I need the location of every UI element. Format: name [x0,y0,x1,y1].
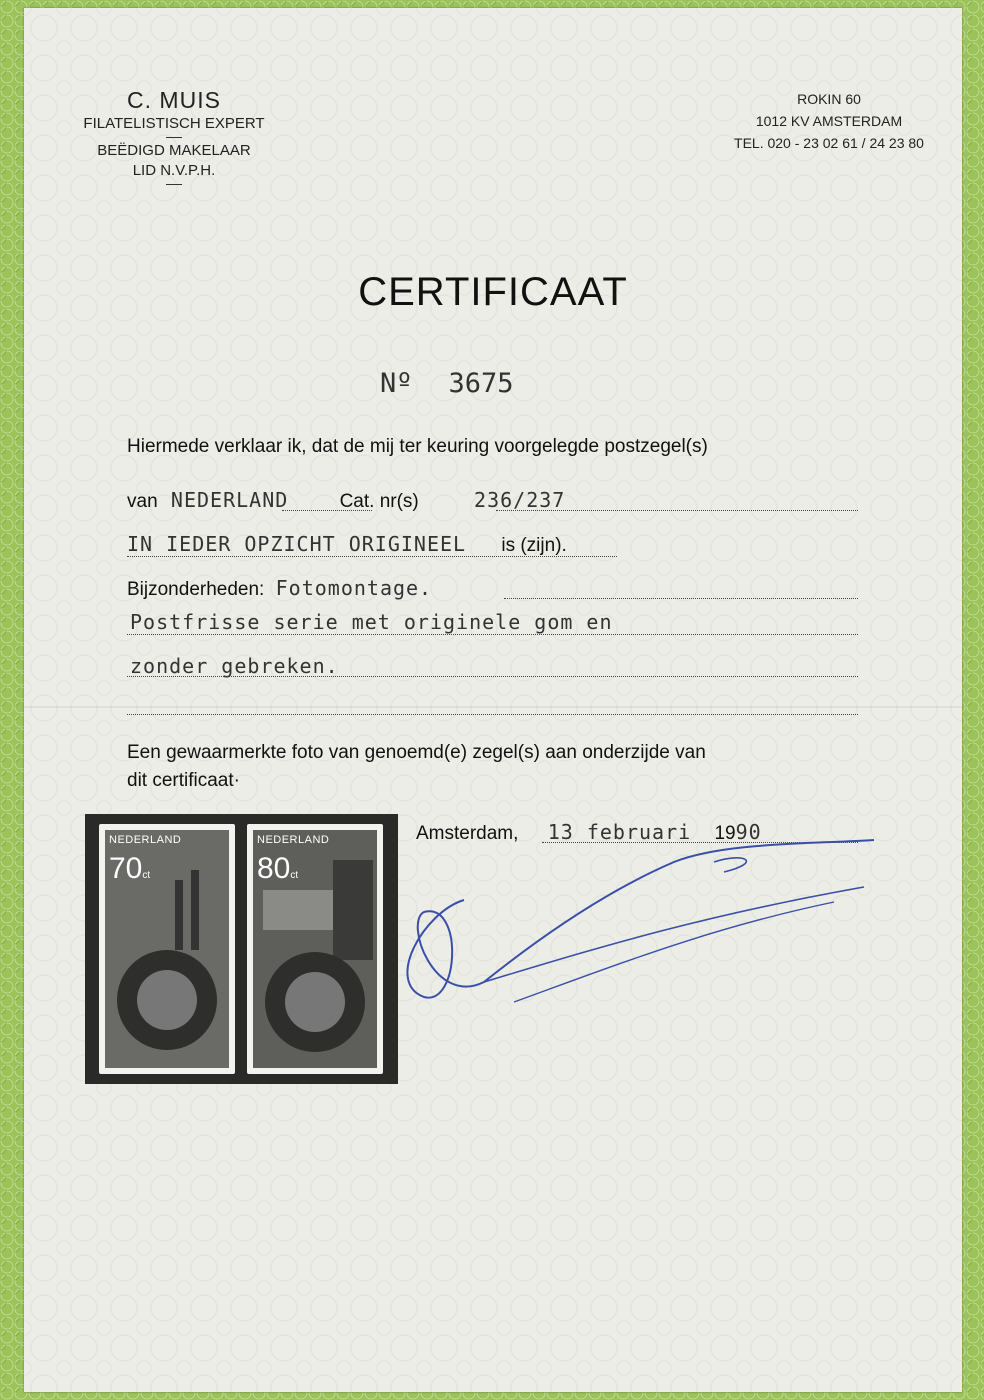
details-value-1: Fotomontage. [275,576,433,600]
expert-header [76,86,272,188]
cat-label: Cat. nr(s) [339,491,419,512]
verdict-line [127,532,567,557]
details-value-2: Postfrisse serie met originele gom en [130,610,613,634]
stamp-80ct [247,824,383,1074]
van-label: van [127,491,158,512]
certificate-number [380,368,514,399]
dotted-line [127,714,858,715]
certificate-title: CERTIFICAAT [358,270,628,314]
expert-membership: LID N.V.P.H. [132,162,216,179]
details-line [127,576,432,601]
stamp-photo [85,814,398,1084]
date-day-month: 13 februari [547,820,692,844]
date-year-suffix: 90 [735,820,762,844]
details-value-3: zonder gebreken. [130,654,339,678]
certificate-paper [24,8,962,1392]
dotted-line [282,510,372,511]
stamp-value-number: 80 [257,852,291,885]
number-label: Nº [380,368,413,399]
signature [364,832,884,1022]
stamp-value [257,852,298,886]
date-year-prefix: 19 [714,823,736,844]
stamp-country: NEDERLAND [109,834,182,846]
expert-role: BEËDIGD MAKELAAR [97,142,251,159]
stamp-value-unit: ct [290,870,299,881]
dotted-line [496,510,858,511]
divider [166,184,182,185]
address-block [704,88,954,154]
declaration-line: Hiermede verklaar ik, dat de mij ter keuring voorgelegde postzegel(s) [127,436,708,457]
dotted-line [127,556,617,557]
date-place: Amsterdam, [416,823,519,844]
dotted-line [127,676,858,677]
details-label: Bijzonderheden: [127,579,265,600]
cat-value: 236/237 [474,488,566,512]
number-value: 3675 [448,368,514,399]
photo-note-1: Een gewaarmerkte foto van genoemd(e) zegel(s) aan onderzijde van [127,742,706,763]
dotted-line [127,634,858,635]
verdict-value: IN IEDER OPZICHT ORIGINEEL [127,532,467,556]
expert-name: C. MUIS [127,87,221,113]
stamp-value-number: 70 [109,852,143,885]
verdict-suffix: is (zijn). [501,535,567,556]
stamp-value [109,852,150,886]
stamp-image [253,830,377,1068]
stamp-image [105,830,229,1068]
country-value: NEDERLAND [170,488,289,512]
stamp-value-unit: ct [142,870,151,881]
address-phone: TEL. 020 - 23 02 61 / 24 23 80 [734,135,924,151]
address-city: 1012 KV AMSTERDAM [755,113,903,129]
expert-title: FILATELISTISCH EXPERT [83,115,265,132]
dotted-line [504,598,858,599]
address-street: ROKIN 60 [797,91,861,107]
fold-line [24,706,962,708]
photo-note-2: dit certificaat· [127,770,240,791]
divider [166,137,182,138]
stamp-country: NEDERLAND [257,834,330,846]
stamp-70ct [99,824,235,1074]
